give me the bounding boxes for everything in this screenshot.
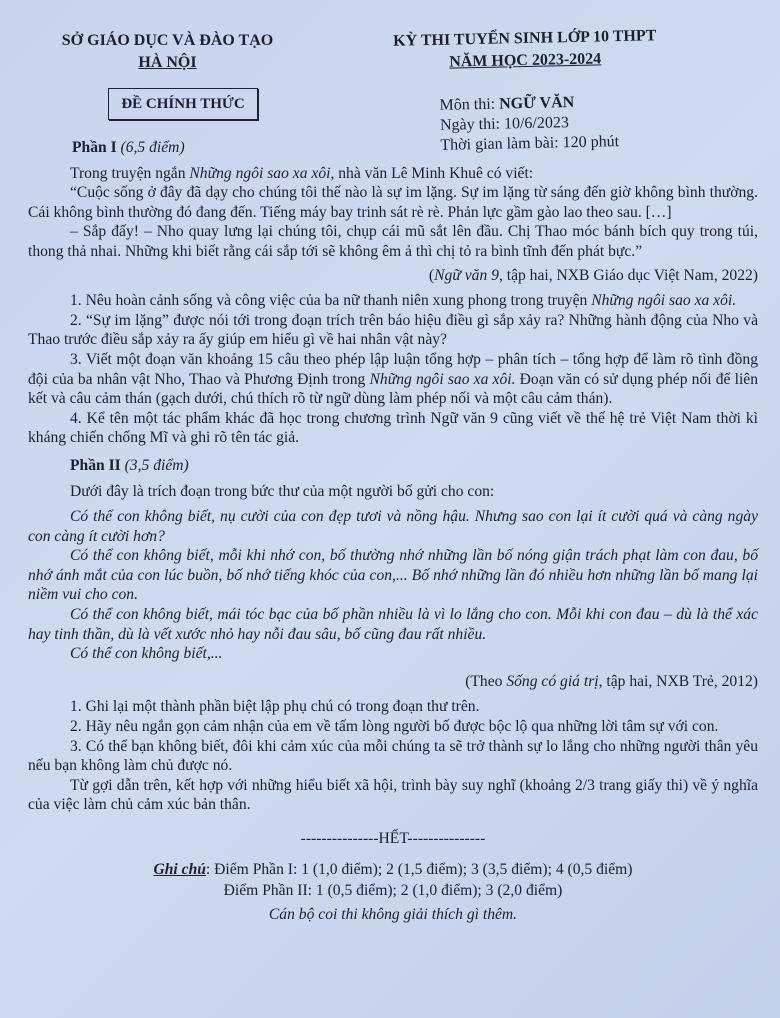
part2-title: Phần II — [70, 456, 121, 474]
part1-title: Phần I — [72, 139, 117, 156]
letter-paragraph: Có thể con không biết, mái tóc bạc của bố phần nhiều là vì lo lắng cho con. Mỗi khi con đau – dù là thể xác hay tinh thần, dù là vết xước nhỏ hay nỗi đau sâu, bố cũng đau rất nhiều. — [28, 606, 758, 643]
part2-intro: Dưới đây là trích đoạn trong bức thư của một người bố gửi cho con: — [70, 482, 495, 500]
part1-question-4: 4. Kể tên một tác phẩm khác đã học trong chương trình Ngữ văn 9 cũng viết về thế hệ trẻ Việt Nam thời kì kháng chiến chống Mĩ và ghi rõ tên tác giả. — [28, 409, 758, 447]
invigilator-note: Cán bộ coi thi không giải thích gì thêm. — [268, 905, 518, 923]
part2-question-3: 3. Có thể bạn không biết, đôi khi cảm xúc của mỗi chúng ta sẽ trở thành sự lo lắng cho những người thân yêu nếu bạn không làm chủ được nó. — [28, 737, 758, 775]
part1-points: (6,5 điểm) — [120, 139, 185, 156]
exam-title: KỲ THI TUYỂN SINH LỚP 10 THPT — [393, 27, 657, 50]
part1-question-1: 1. Nêu hoàn cảnh sống và công việc của ba nữ thanh niên xung phong trong truyện Những ngôi sao xa xôi. — [70, 292, 737, 310]
official-exam-label: ĐỀ CHÍNH THỨC — [108, 88, 258, 120]
school-year: NĂM HỌC 2023-2024 — [449, 50, 602, 71]
part2-points: (3,5 điểm) — [124, 456, 189, 474]
part1-quote-2: – Sắp đấy! – Nho quay lưng lại chúng tôi, chụp cái mũ sắt lên đầu. Chị Thao móc bánh bích quy trong túi, thong thả nhai. Những khi biết rằng cái sắp tới sẽ không êm ả thì chị tỏ ra bình tĩnh đến phát bực.” — [28, 223, 758, 260]
part2-question-1: 1. Ghi lại một thành phần biệt lập phụ chú có trong đoạn thư trên. — [70, 698, 480, 716]
end-marker: ---------------HẾT--------------- — [300, 830, 486, 847]
part1-source: (Ngữ văn 9, tập hai, NXB Giáo dục Việt Nam, 2022) — [428, 266, 758, 284]
exam-header — [360, 25, 691, 76]
exam-date: Ngày thi: 10/6/2023 — [439, 114, 570, 134]
exam-duration: Thời gian làm bài: 120 phút — [440, 133, 620, 154]
letter-paragraph: Có thể con không biết,... — [70, 645, 223, 663]
part1-intro: Trong truyện ngắn Những ngôi sao xa xôi, nhà văn Lê Minh Khuê có viết: — [70, 164, 534, 182]
exam-body — [28, 132, 758, 925]
part1-question-3: 3. Viết một đoạn văn khoảng 15 câu theo phép lập luận tổng hợp – phân tích – tổng hợp để làm rõ tình đồng đội của ba nhân vật Nho, Thao và Phương Định trong Những ngôi sao xa xôi. Đoạn văn có sử dụng phép nối để liên kết và câu cảm thán (gạch dưới, chú thích rõ từ ngữ dùng làm phép nối và một câu cảm thán). — [28, 350, 758, 408]
scoring-note — [28, 859, 758, 925]
part2-heading — [28, 456, 758, 476]
letter-paragraph: Có thể con không biết, nụ cười của con đẹp tươi và nồng hậu. Nhưng sao con lại ít cười quá và càng ngày con càng ít cười hơn? — [28, 508, 758, 545]
part1-question-2: 2. “Sự im lặng” được nói tới trong đoạn trích trên báo hiệu điều gì sắp xảy ra? Những hành động của Nho và Thao trước điều sắp xảy ra ấy giúp em hiểu gì về hai nhân vật này? — [28, 311, 758, 349]
department-name: SỞ GIÁO DỤC VÀ ĐÀO TẠO — [61, 32, 274, 49]
department-header — [60, 30, 275, 74]
subject: NGỮ VĂN — [498, 94, 575, 113]
department-city: HÀ NỘI — [138, 54, 197, 71]
part1-quote-1: “Cuộc sống ở đây đã dạy cho chúng tôi thế nào là sự im lặng. Sự im lặng từ sáng đến giờ không bình thường. Cái không bình thường đó đang đến. Tiếng máy bay trinh sát rè rè. Phản lực gầm gào lao theo sau. […] — [28, 184, 758, 221]
part1-heading — [28, 138, 758, 158]
part2-source: (Theo Sống có giá trị, tập hai, NXB Trẻ, 2012) — [465, 672, 758, 690]
part2-question-3-task: Từ gợi dẫn trên, kết hợp với những hiểu biết xã hội, trình bày suy nghĩ (khoảng 2/3 trang giấy thi) về ý nghĩa của việc làm chủ cảm xúc bản thân. — [28, 776, 758, 814]
letter-paragraph: Có thể con không biết, mỗi khi nhớ con, bố thường nhớ những lần bố nóng giận trách phạt làm con đau, bố nhớ ánh mắt của con lúc buồn, bố nhớ tiếng khóc của con,... Bố nhớ những lần đó nhiều hơn những lần bố mang lại niềm vui cho con. — [28, 547, 758, 604]
letter-excerpt — [28, 507, 758, 664]
note-line-1: Ghi chú: Điểm Phần I: 1 (1,0 điểm); 2 (1,5 điểm); 3 (3,5 điểm); 4 (0,5 điểm) — [153, 860, 633, 878]
note-line-2: Điểm Phần II: 1 (0,5 điểm); 2 (1,0 điểm); 3 (2,0 điểm) — [223, 881, 563, 899]
note-label: Ghi chú — [153, 860, 206, 878]
subject-label: Môn thi: — [439, 95, 500, 114]
part2-question-2: 2. Hãy nêu ngắn gọn cảm nhận của em về tấm lòng người bố được bộc lộ qua những lời tâm sự với con. — [70, 718, 719, 736]
